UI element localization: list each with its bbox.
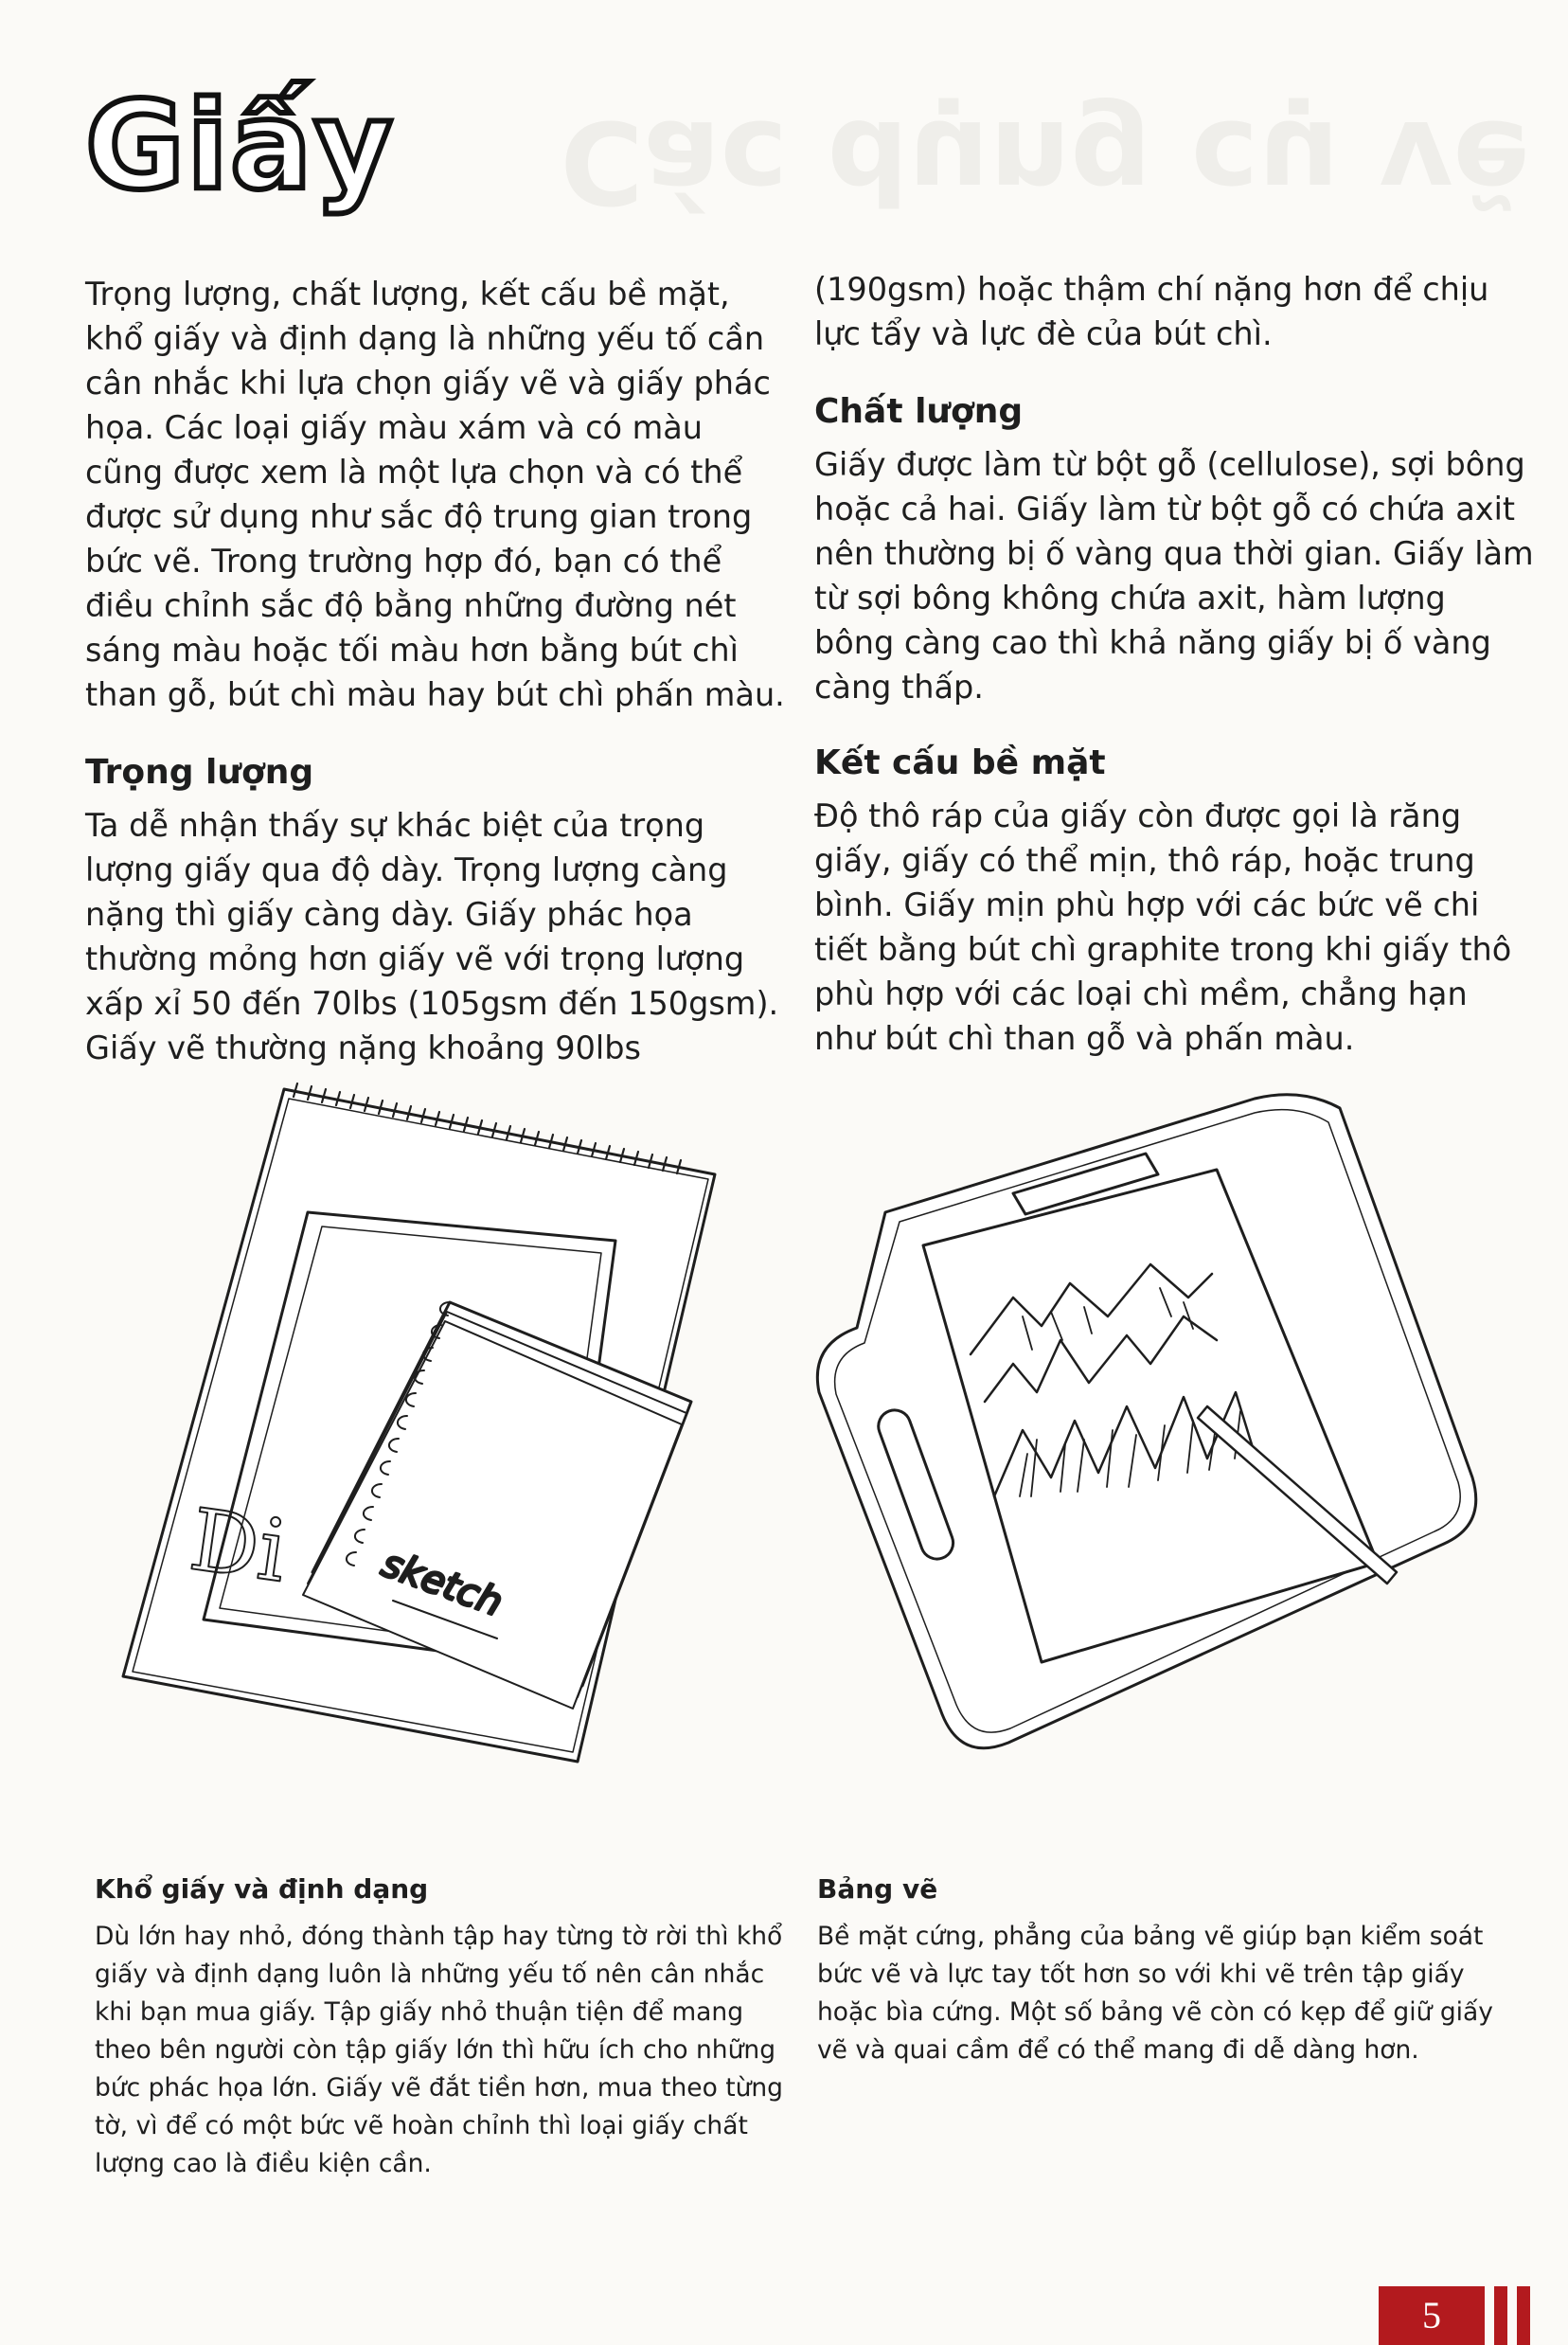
- quality-paragraph: Giấy được làm từ bột gỗ (cellulose), sợi bông hoặc cả hai. Giấy làm từ bột gỗ có chứa axit nên thường bị ố vàng qua thời gian. Giấy làm từ sợi bông không chứa axit, hàm lượng bông càng cao thì khả năng giấy bị ố vàng càng thấp.: [814, 446, 1534, 706]
- notebook-label: sketch: [376, 1541, 508, 1626]
- page-title: Giấy: [85, 76, 395, 217]
- weight-paragraph-continued: (190gsm) hoặc thậm chí nặng hơn để chịu lực tẩy và lực đè của bút chì.: [814, 271, 1489, 352]
- format-caption-body: Dù lớn hay nhỏ, đóng thành tập hay từng tờ rời thì khổ giấy và định dạng luôn là những yếu tố nên cân nhắc khi bạn mua giấy. Tập giấy nhỏ thuận tiện để mang theo bên người còn tập giấy lớn thì hữu ích cho những bức phác họa lớn. Giấy vẽ đắt tiền hơn, mua theo từng tờ, vì để có một bức vẽ hoàn chỉnh thì loại giấy chất lượng cao là điều kiện cần.: [95, 1922, 784, 2178]
- board-caption-body: Bề mặt cứng, phẳng của bảng vẽ giúp bạn kiểm soát bức vẽ và lực tay tốt hơn so với khi vẽ trên tập giấy hoặc bìa cứng. Một số bảng vẽ còn có kẹp để giữ giấy vẽ và quai cầm để có thể mang đi dễ dàng hơn.: [817, 1922, 1493, 2065]
- cover-scribble: Di: [184, 1490, 294, 1602]
- weight-heading: Trọng lượng: [85, 753, 314, 792]
- board-caption-heading: Bảng vẽ: [817, 1873, 938, 1905]
- weight-paragraph: Ta dễ nhận thấy sự khác biệt của trọng lượng giấy qua độ dày. Trọng lượng càng nặng thì giấy càng dày. Giấy phác họa thường mỏng hơn giấy vẽ với trọng lượng xấp xỉ 50 đến 70lbs (105gsm đến 150gsm). Giấy vẽ thường nặng khoảng 90lbs: [85, 807, 779, 1066]
- texture-heading: Kết cấu bề mặt: [814, 743, 1106, 782]
- intro-paragraph: Trọng lượng, chất lượng, kết cấu bề mặt, khổ giấy và định dạng là những yếu tố cần cân nhắc khi lựa chọn giấy vẽ và giấy phác họa. Các loại giấy màu xám và có màu cũng được xem là một lựa chọn và có thể được sử dụng như sắc độ trung gian trong bức vẽ. Trong trường hợp đó, bạn có thể điều chỉnh sắc độ bằng những đường nét sáng màu hoặc tối màu hơn bằng bút chì than gỗ, bút chì màu hay bút chì phấn màu.: [85, 276, 785, 713]
- format-caption-heading: Khổ giấy và định dạng: [95, 1873, 429, 1905]
- texture-paragraph: Độ thô ráp của giấy còn được gọi là răng giấy, giấy có thể mịn, thô ráp, hoặc trung bình. Giấy mịn phù hợp với các bức vẽ chi tiết bằng bút chì graphite trong khi giấy thô phù hợp với các loại chì mềm, chẳng hạn như bút chì than gỗ và phấn màu.: [814, 797, 1512, 1057]
- right-caption: [817, 1873, 1499, 2069]
- left-caption: [95, 1873, 795, 2183]
- quality-heading: Chất lượng: [814, 392, 1024, 431]
- drawing-board-illustration: [810, 1080, 1510, 1762]
- page-number: 5: [1379, 2286, 1485, 2345]
- sketchbooks-illustration: [104, 1061, 748, 1771]
- footer-stripe: [1494, 2286, 1507, 2345]
- page-footer: [1379, 2286, 1568, 2345]
- left-column: [85, 272, 786, 1070]
- right-column: [814, 267, 1534, 1061]
- bleed-through-heading: Các dụng cụ vẽ: [560, 95, 1530, 226]
- footer-stripe: [1517, 2286, 1530, 2345]
